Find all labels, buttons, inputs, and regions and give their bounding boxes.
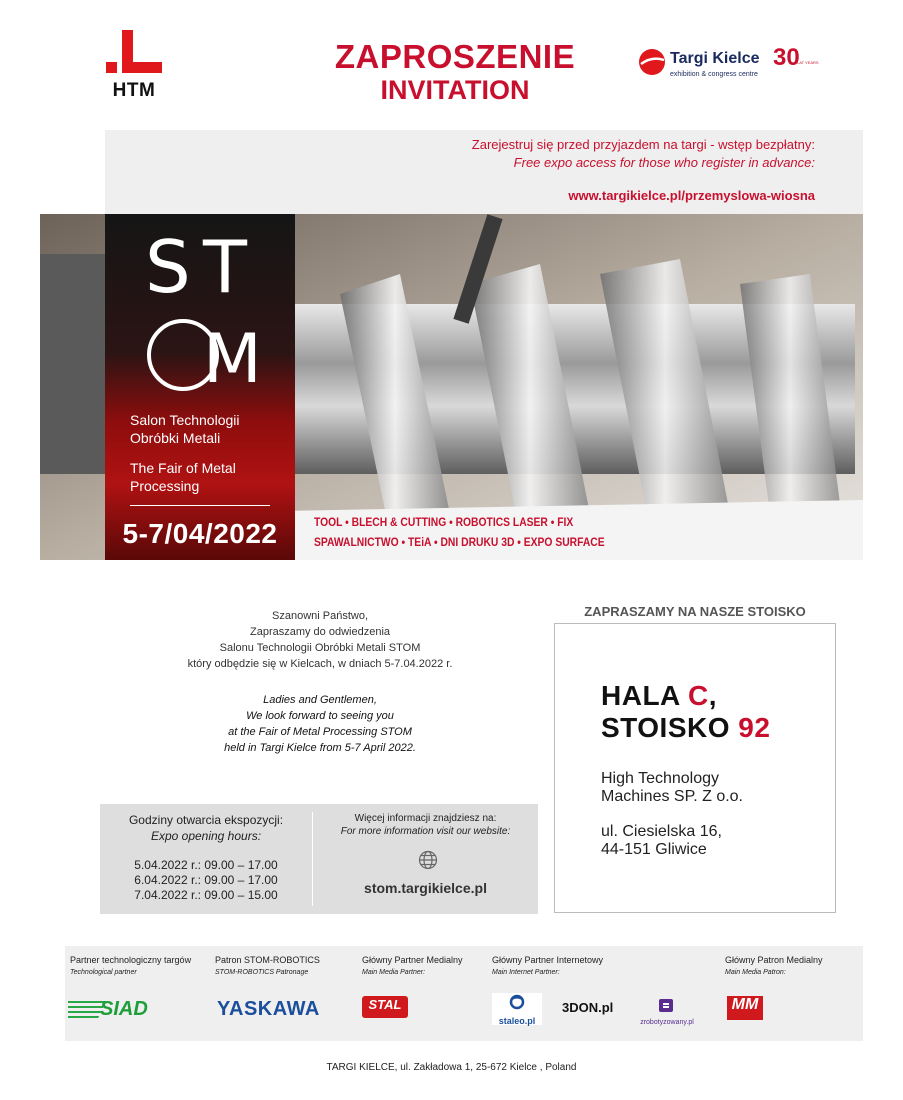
- partner-title: Główny Partner Medialny: [362, 955, 463, 965]
- yaskawa-logo: YASKAWA: [217, 998, 320, 1020]
- targi-30-years-badge: 30: [773, 44, 800, 71]
- greeting-en-line: Ladies and Gentlemen,: [263, 694, 377, 706]
- address-line2: 44-151 Gliwice: [601, 841, 707, 858]
- hours-title-pl: Godziny otwarcia ekspozycji:: [128, 813, 284, 827]
- stal-logo-text: STAL: [368, 997, 402, 1012]
- targi-kielce-subtitle: exhibition & congress centre: [670, 71, 758, 78]
- company-line2: Machines SP. Z o.o.: [601, 788, 743, 805]
- address-line1: ul. Ciesielska 16,: [601, 823, 722, 840]
- company-line1: High Technology: [601, 770, 720, 787]
- event-dates: 5-7/04/2022: [122, 518, 278, 549]
- greeting-pl-line: który odbędzie się w Kielcach, w dniach 5-7.04.2022 r.: [187, 658, 453, 670]
- siad-logo: SIAD: [100, 998, 148, 1020]
- targi-kielce-logo-mark: [638, 48, 666, 76]
- register-link[interactable]: www.targikielce.pl/przemyslowa-wiosna: [568, 188, 815, 203]
- svg-text:T: T: [203, 230, 247, 309]
- staleo-logo-text: staleo.pl: [498, 1016, 536, 1026]
- register-text-english: Free expo access for those who register in advance:: [513, 155, 815, 170]
- targi-years-label: LAT YEARS: [797, 60, 819, 65]
- partner-title: Główny Patron Medialny: [725, 955, 823, 965]
- partner-subtitle: STOM-ROBOTICS Patronage: [215, 969, 309, 976]
- hall-letter: C: [688, 680, 709, 711]
- svg-text:S: S: [145, 230, 191, 309]
- hours-row: 5.04.2022 r.: 09.00 – 17.00: [134, 858, 278, 872]
- divider: [130, 505, 270, 506]
- mm-logo-text: MM: [731, 996, 759, 1013]
- greeting-pl-line: Salonu Technologii Obróbki Metali STOM: [219, 642, 421, 654]
- greeting-pl-line: Szanowni Państwo,: [272, 610, 368, 622]
- title-english: INVITATION: [380, 75, 530, 105]
- stand-box: [554, 623, 836, 913]
- mm-logo: [727, 996, 763, 1020]
- stom-logo: [125, 230, 285, 400]
- hall-prefix: HALA: [601, 680, 689, 711]
- greeting-en-line: at the Fair of Metal Processing STOM: [228, 726, 412, 738]
- hours-title-en: Expo opening hours:: [150, 829, 262, 843]
- greeting-en-line: held in Targi Kielce from 5-7 April 2022.: [224, 742, 416, 754]
- more-info-link[interactable]: stom.targikielce.pl: [364, 880, 487, 896]
- more-info-pl: Więcej informacji znajdziesz na:: [354, 813, 497, 824]
- categories-line1: TOOL • BLECH & CUTTING • ROBOTICS LASER • FIX: [314, 515, 574, 529]
- stand-label: [601, 712, 770, 744]
- partner-title: Patron STOM-ROBOTICS: [215, 955, 320, 965]
- fair-name-line2: Processing: [130, 478, 200, 494]
- partner-subtitle: Main Internet Partner:: [492, 969, 560, 976]
- footer-address: TARGI KIELCE, ul. Zakładowa 1, 25-672 Kielce , Poland: [326, 1062, 577, 1073]
- greeting-en-line: We look forward to seeing you: [246, 710, 394, 722]
- hours-row: 7.04.2022 r.: 09.00 – 15.00: [134, 888, 278, 902]
- htm-logo-text: HTM: [112, 80, 156, 101]
- staleo-logo: [492, 993, 542, 1025]
- svg-text:M: M: [203, 320, 262, 399]
- stand-heading: ZAPRASZAMY NA NASZE STOISKO: [584, 604, 806, 619]
- salon-name-line1: Salon Technologii: [130, 412, 240, 428]
- zrobotyzowany-logo-text: zrobotyzowany.pl: [640, 1019, 694, 1026]
- partner-title: Główny Partner Internetowy: [492, 955, 604, 965]
- hall-suffix: ,: [708, 680, 718, 711]
- partner-subtitle: Main Media Partner:: [362, 969, 426, 976]
- stal-logo: [362, 996, 408, 1018]
- partner-subtitle: Technological partner: [70, 969, 137, 976]
- stand-prefix: STOISKO: [601, 712, 739, 743]
- partner-title: Partner technologiczny targów: [70, 955, 192, 965]
- more-info-en: For more information visit our website:: [340, 826, 511, 837]
- hours-row: 6.04.2022 r.: 09.00 – 17.00: [134, 873, 278, 887]
- fair-name-line1: The Fair of Metal: [130, 460, 236, 476]
- hall-label: [601, 680, 717, 712]
- targi-kielce-name: Targi Kielce: [670, 50, 760, 67]
- stand-number: 92: [738, 712, 771, 743]
- title-polish: ZAPROSZENIE: [334, 38, 576, 75]
- categories-line2: SPAWALNICTWO • TEiA • DNI DRUKU 3D • EXPO SURFACE: [314, 535, 605, 549]
- globe-icon: [418, 850, 438, 870]
- register-text-polish: Zarejestruj się przed przyjazdem na targi - wstęp bezpłatny:: [471, 137, 815, 152]
- greeting-pl-line: Zapraszamy do odwiedzenia: [249, 626, 391, 638]
- partner-subtitle: Main Media Patron:: [725, 969, 786, 976]
- zrobotyzowany-logo: [632, 998, 702, 1026]
- 3don-logo: 3DON.pl: [562, 1000, 614, 1015]
- salon-name-line2: Obróbki Metali: [130, 430, 221, 446]
